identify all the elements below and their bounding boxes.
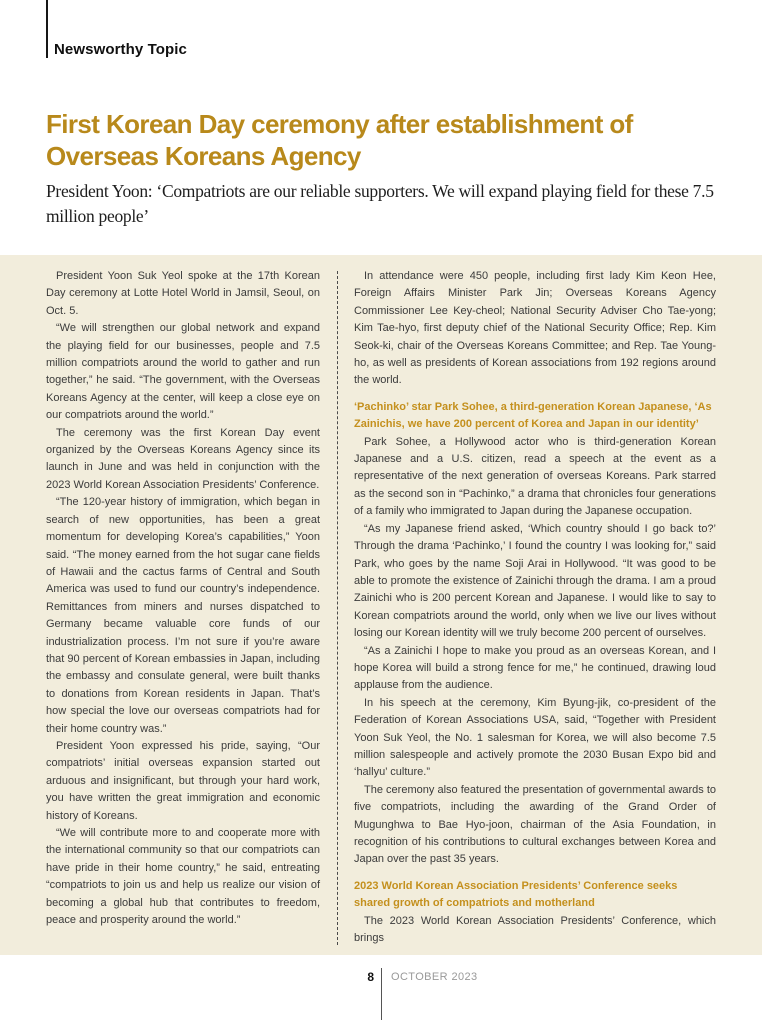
section-subhead: 2023 World Korean Association Presidents’ Conference seeks shared growth of compatriots and motherland <box>354 879 678 910</box>
kicker-rule <box>46 0 48 58</box>
article-title <box>46 108 758 172</box>
body-paragraph: “The 120-year history of immigration, which began in search of new opportunities, has been a great momentum for developing Korea’s capabilities,” Yoon said. “The money earned from the hot sugar cane fields of Hawaii and the cactus farms of Central and South America was used to fund our country’s independence. Remittances from miners and nurses dispatched to Germany became valuable core funds of our industrialization process. I’m not sure if you’re aware that 90 percent of Korean embassies in Japan, including the embassy and consulate general, were built thanks to donations from Korean residents in Japan. That’s how special the love our overseas compatriots had for their home country was.” <box>46 496 320 735</box>
body-paragraph: “As my Japanese friend asked, ‘Which country should I go back to?’ Through the drama ‘Pachinko,’ I found the country I was looking for,” said Park, who goes by the name Soji Arai in Hollywood. “It was good to be able to promote the existence of Zainichi through the drama. I am a proud Zainichi who is 200 percent Korean and Japanese. I would like to say to Korean compatriots around the world, only when we live our lives without losing our Korean identity will we truly become 200 percent of ourselves. <box>354 522 716 640</box>
body-paragraph: “As a Zainichi I hope to make you proud as an overseas Korean, and I hope Korea will build a strong fence for me,” he continued, drawing loud applause from the audience. <box>354 644 716 692</box>
article-title-line1: First Korean Day ceremony after establishment of <box>46 109 633 139</box>
article-title-line2: Overseas Koreans Agency <box>46 141 361 171</box>
left-column <box>46 268 320 955</box>
issue-date: OCTOBER 2023 <box>391 971 478 983</box>
article-subtitle: President Yoon: ‘Compatriots are our reliable supporters. We will expand playing field for these 7.5 million people’ <box>46 181 714 226</box>
body-paragraph: Park Sohee, a Hollywood actor who is third-generation Korean Japanese and a U.S. citizen, read a speech at the event as a representative of the next generation of overseas Koreans. Park starred as the second son in “Pachinko,” a drama that chronicles four generations of a family who immigrated to Japan during the Japanese occupation. <box>354 435 716 518</box>
body-paragraph: In his speech at the ceremony, Kim Byung-jik, co-president of the Federation of Korean Associations USA, said, “Together with President Yoon Suk Yeol, the No. 1 salesman for Korea, we will also become 7.5 million salespeople and actively promote the 2030 Busan Expo bid and ‘hallyu’ culture.” <box>354 696 716 779</box>
footer-rule <box>381 968 382 1020</box>
page-number: 8 <box>367 970 374 984</box>
body-paragraph: The 2023 World Korean Association Presidents’ Conference, which brings <box>354 914 716 945</box>
body-paragraph: The ceremony was the first Korean Day event organized by the Overseas Koreans Agency since its launch in June and was held in conjunction with the 2023 World Korean Association Presidents’ Conference. <box>46 426 320 491</box>
body-paragraph: “We will contribute more to and cooperate more with the international community so that our compatriots can have pride in their home country,” he said, entreating “compatriots to join us and help us realize our vision of becoming a global hub that contributes to freedom, peace and prosperity around the world.” <box>46 827 320 927</box>
column-divider <box>337 271 338 945</box>
right-column <box>354 268 716 955</box>
article-body-panel <box>0 255 762 955</box>
body-paragraph: President Yoon Suk Yeol spoke at the 17th Korean Day ceremony at Lotte Hotel World in Jamsil, Seoul, on Oct. 5. <box>46 270 320 317</box>
kicker-label: Newsworthy Topic <box>54 41 188 58</box>
body-paragraph: In attendance were 450 people, including first lady Kim Keon Hee, Foreign Affairs Minister Park Jin; Overseas Koreans Agency Commissioner Lee Key-cheol; National Security Adviser Cho Tae-yong; Kim Tae-hyo, first deputy chief of the National Security Office; Rep. Kim Seok-ki, chair of the Overseas Koreans Committee; and Rep. Tae Young-ho, as well as presidents of Korean associations from 192 regions around the world. <box>354 270 716 387</box>
body-paragraph: The ceremony also featured the presentation of governmental awards to five compatriots, including the awarding of the Grand Order of Mugunghwa to Bae Hyo-joon, chairman of the Asia Foundation, in recognition of his contributions to cultural exchanges between Korea and Japan over the past 35 years. <box>354 783 716 866</box>
body-paragraph: “We will strengthen our global network and expand the playing field for our businesses, people and 7.5 million compatriots around the world to gather and run together,” he said. “The government, with the Overseas Koreans Agency at the center, will keep a close eye on our compatriots around the world.” <box>46 322 320 422</box>
section-subhead: ‘Pachinko’ star Park Sohee, a third-generation Korean Japanese, ‘As Zainichis, we have 200 percent of Korea and Japan in our identity’ <box>354 400 712 431</box>
body-paragraph: President Yoon expressed his pride, saying, “Our compatriots’ initial overseas expansion started out arduous and insignificant, but through your hard work, you have written the great immigration and economic history of Koreans. <box>46 739 320 822</box>
